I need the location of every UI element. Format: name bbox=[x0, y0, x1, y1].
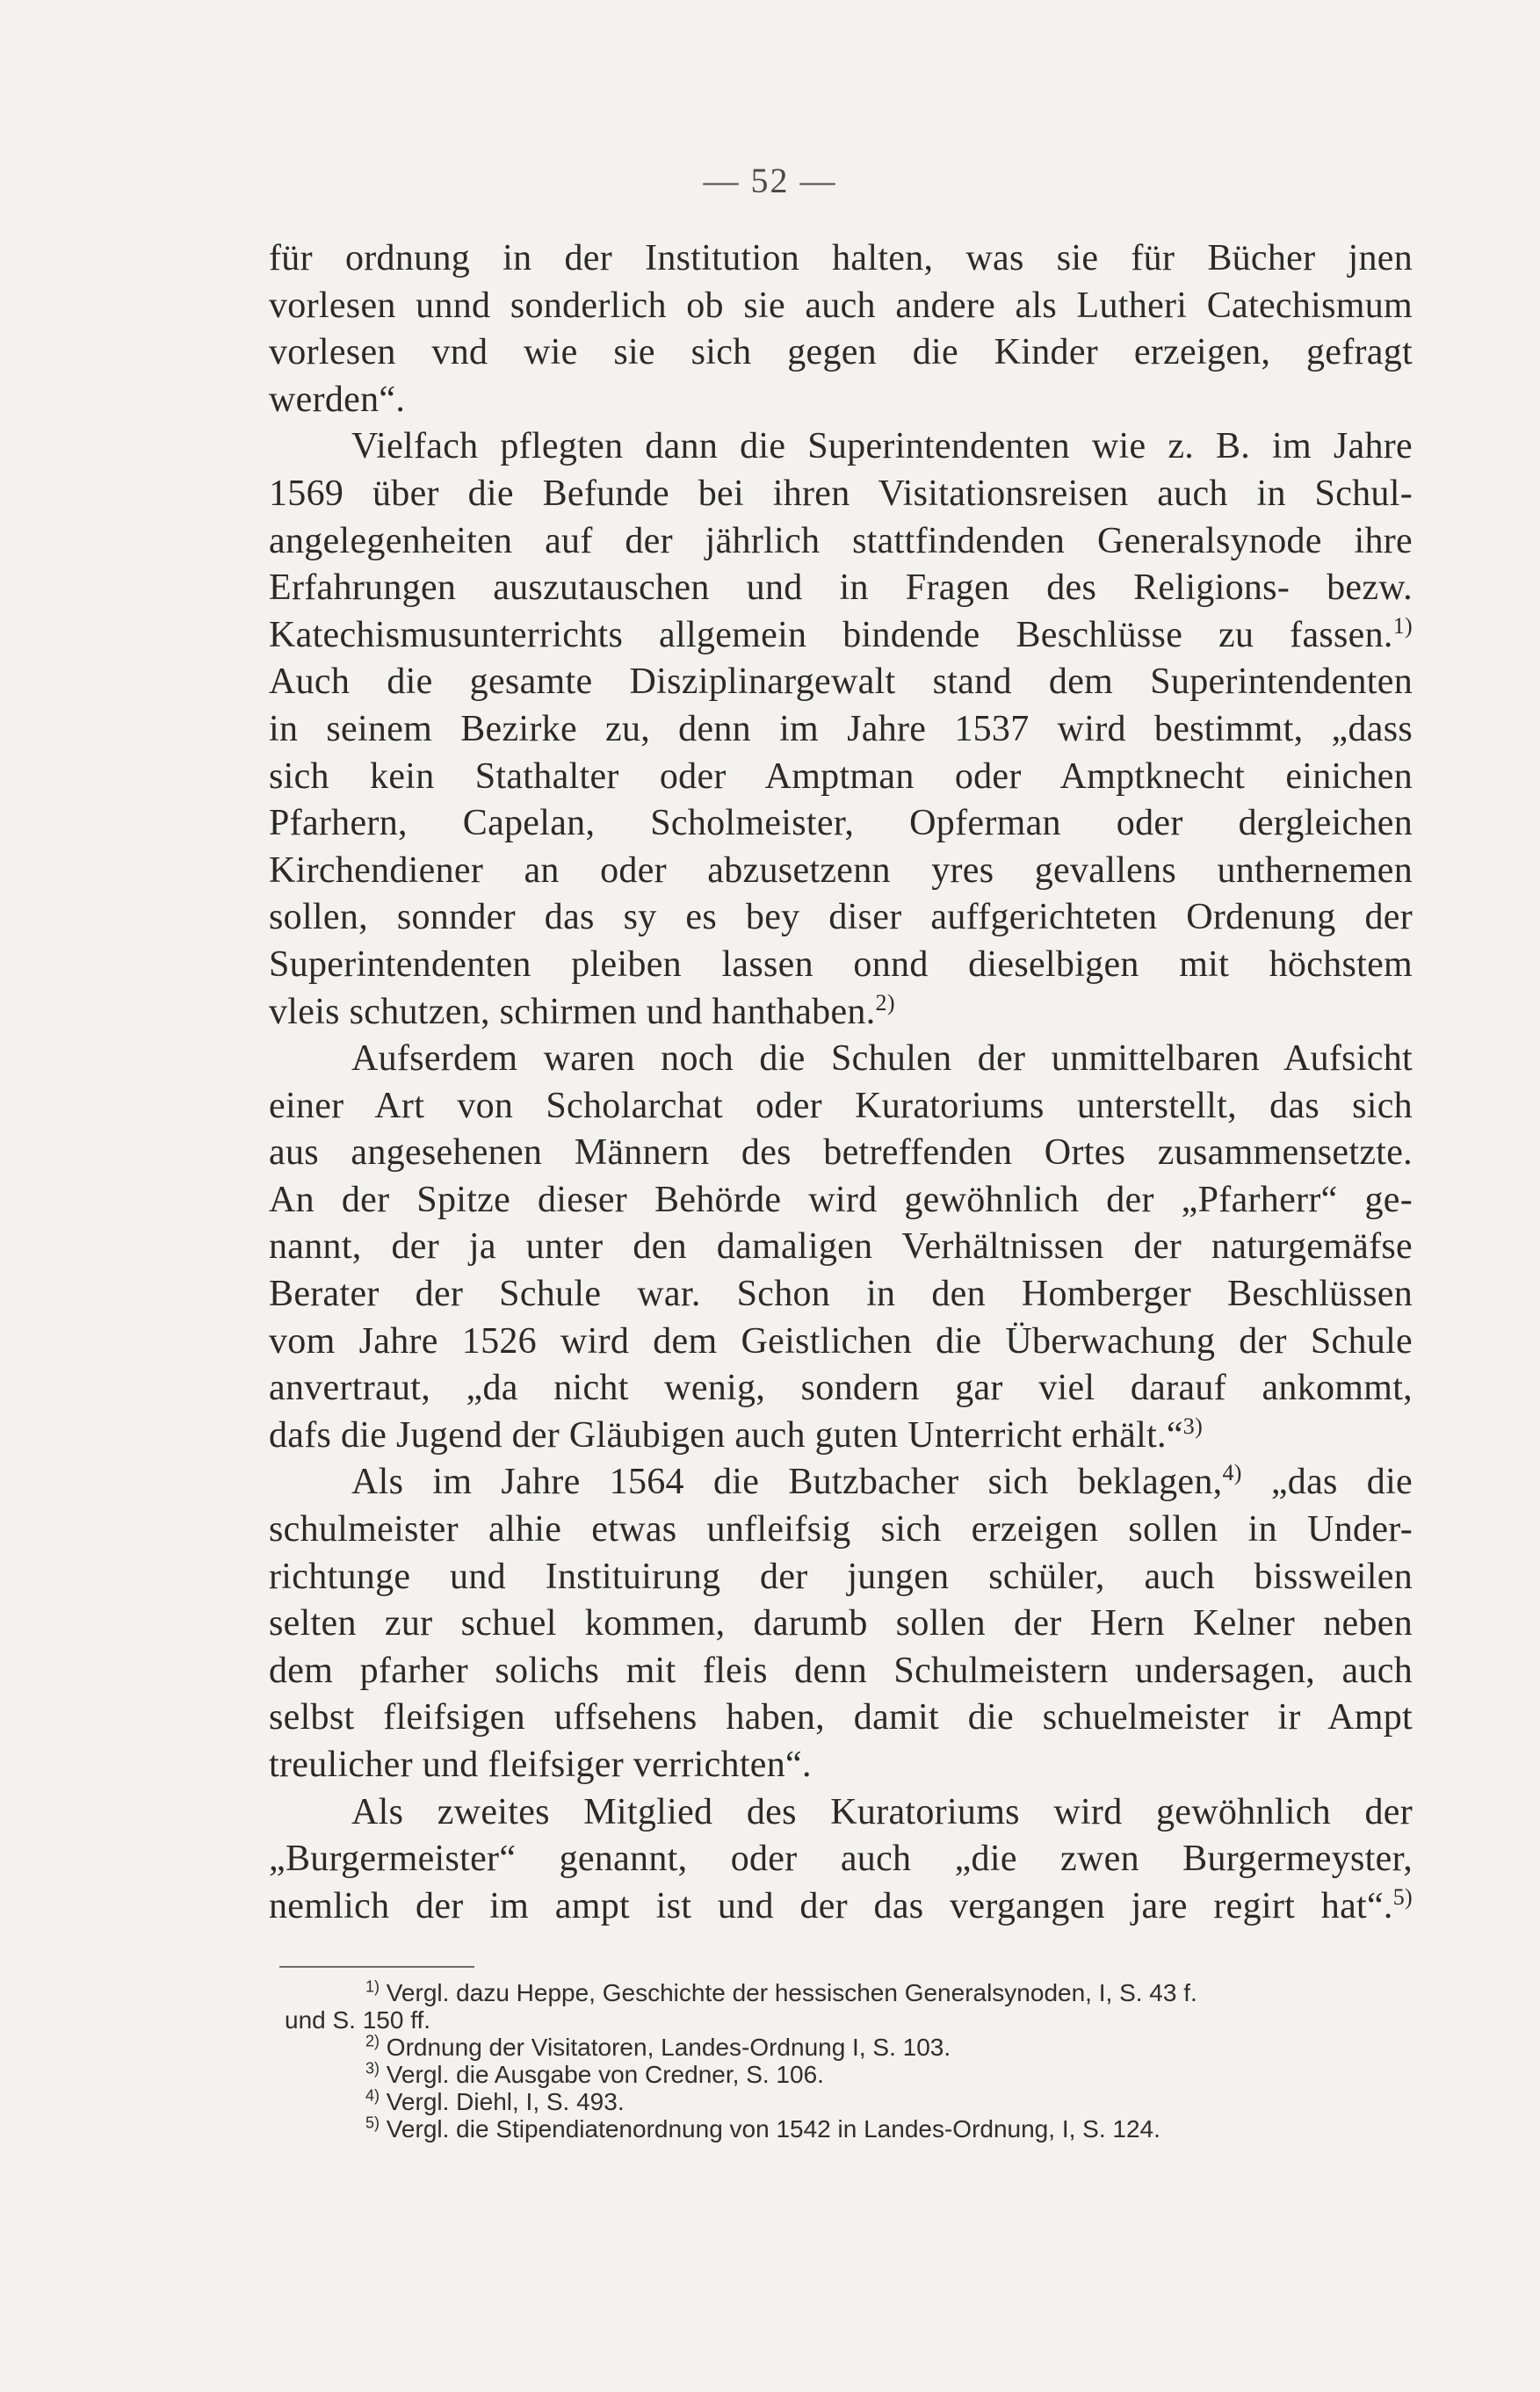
text-line: vorlesen unnd sonderlich ob sie auch andere als Lutheri Catechismum bbox=[269, 285, 1413, 326]
footnote bbox=[279, 2115, 1421, 2143]
footnote-divider bbox=[279, 1966, 474, 1968]
text-line: angelegenheiten auf der jährlich stattfindenden Generalsynode ihre bbox=[269, 520, 1413, 561]
footnote-number: 5) bbox=[365, 2114, 380, 2132]
text-line: treulicher und fleifsiger verrichten“. bbox=[269, 1745, 812, 1785]
text-line: Vielfach pflegten dann die Superintendenten wie z. B. im Jahre bbox=[351, 426, 1413, 467]
text-line: anvertraut, „da nicht wenig, sondern gar viel darauf ankommt, bbox=[269, 1368, 1413, 1409]
text-line: Aufserdem waren noch die Schulen der unmittelbaren Aufsicht bbox=[351, 1038, 1413, 1080]
text-line: vleis schutzen, schirmen und hanthaben.$^{2)}$ bbox=[269, 989, 895, 1032]
text-line: Pfarhern, Capelan, Scholmeister, Opferman oder dergleichen bbox=[269, 803, 1413, 844]
page-number: — 52 — bbox=[703, 161, 837, 200]
text-line: Erfahrungen auszutauschen und in Fragen des Religions- bezw. bbox=[269, 567, 1413, 609]
text-line: nemlich der im ampt ist und der das vergangen jare regirt hat“.$^{5)}$ bbox=[269, 1883, 1413, 1926]
footnote-number: 4) bbox=[365, 2086, 380, 2105]
footnote-text: Vergl. die Stipendiatenordnung von 1542 in Landes-Ordnung, I, S. 124. bbox=[386, 2115, 1160, 2143]
text-line: Berater der Schule war. Schon in den Homberger Beschlüssen bbox=[269, 1274, 1413, 1315]
text-line: in seinem Bezirke zu, denn im Jahre 1537 wird bestimmt, „dass bbox=[269, 708, 1413, 749]
footnote bbox=[279, 2088, 1421, 2115]
footnote bbox=[279, 2061, 1421, 2088]
text-line: Als zweites Mitglied des Kuratoriums wird gewöhnlich der bbox=[351, 1791, 1413, 1832]
text-line: selbst fleifsigen uffsehens haben, damit die schuelmeister ir Ampt bbox=[269, 1697, 1413, 1738]
footnote-reference[interactable]: 5) bbox=[1392, 1883, 1413, 1910]
text-line: werden“. bbox=[269, 379, 406, 420]
text-line: für ordnung in der Institution halten, was sie für Bücher jnen bbox=[269, 238, 1413, 278]
text-line: dem pfarher solichs mit fleis denn Schulmeistern undersagen, auch bbox=[269, 1650, 1413, 1691]
footnote-reference[interactable]: 1) bbox=[1392, 612, 1413, 639]
footnote-reference[interactable]: 4) bbox=[1222, 1460, 1242, 1486]
text-line: schulmeister alhie etwas unfleifsig sich erzeigen sollen in Under- bbox=[269, 1509, 1413, 1550]
footnote-text: Ordnung der Visitatoren, Landes-Ordnung I, S. 103. bbox=[386, 2034, 951, 2061]
text-line: dafs die Jugend der Gläubigen auch guten Unterricht erhält.“$^{3)}$ bbox=[269, 1413, 1204, 1456]
text-line: vorlesen vnd wie sie sich gegen die Kinder erzeigen, gefragt bbox=[269, 332, 1413, 373]
footnote-text: Vergl. die Ausgabe von Credner, S. 106. bbox=[386, 2061, 824, 2088]
text-line: Katechismusunterrichts allgemein bindende Beschlüsse zu fassen.$^{1)}$ bbox=[269, 612, 1413, 655]
text-line: richtunge und Instituirung der jungen schüler, auch bissweilen bbox=[269, 1556, 1413, 1597]
text-line: Als im Jahre 1564 die Butzbacher sich beklagen,$^{4)}$ „das die bbox=[351, 1460, 1413, 1503]
text-line: sollen, sonnder das sy es bey diser auffgerichteten Ordenung der bbox=[269, 897, 1413, 938]
footnote-text: Vergl. dazu Heppe, Geschichte der hessischen Generalsynoden, I, S. 43 f. bbox=[386, 1979, 1197, 2006]
text-line: selten zur schuel kommen, darumb sollen der Hern Kelner neben bbox=[269, 1603, 1413, 1644]
footnote bbox=[279, 1979, 1421, 2006]
footnote-text: Vergl. Diehl, I, S. 493. bbox=[386, 2088, 625, 2115]
text-line: Auch die gesamte Disziplinargewalt stand dem Superintendenten bbox=[269, 661, 1413, 703]
footnote-number: 2) bbox=[365, 2032, 380, 2050]
footnote-number: 3) bbox=[365, 2059, 380, 2078]
footnote-reference[interactable]: 2) bbox=[875, 989, 895, 1015]
text-line: An der Spitze dieser Behörde wird gewöhnlich der „Pfarherr“ ge- bbox=[269, 1179, 1413, 1220]
text-line: Kirchendiener an oder abzusetzenn yres gevallens unthernemen bbox=[269, 849, 1413, 891]
footnote bbox=[279, 2006, 1421, 2034]
footnote-reference[interactable]: 3) bbox=[1182, 1413, 1204, 1439]
text-line: einer Art von Scholarchat oder Kuratoriums unterstellt, das sich bbox=[269, 1085, 1413, 1126]
footnote-number: 1) bbox=[365, 1977, 380, 1996]
footnotes bbox=[279, 1979, 1421, 2143]
text-line: 1569 über die Befunde bei ihren Visitationsreisen auch in Schul- bbox=[269, 473, 1413, 514]
text-line: sich kein Stathalter oder Amptman oder Amptknecht einichen bbox=[269, 755, 1413, 797]
body-text bbox=[269, 235, 1413, 1930]
text-line: aus angesehenen Männern des betreffenden Ortes zusammensetzte. bbox=[269, 1132, 1413, 1174]
text-line: vom Jahre 1526 wird dem Geistlichen die Überwachung der Schule bbox=[269, 1320, 1413, 1362]
text-line: „Burgermeister“ genannt, oder auch „die zwen Burgermeyster, bbox=[269, 1839, 1413, 1880]
text-line: nannt, der ja unter den damaligen Verhältnissen der naturgemäfse bbox=[269, 1226, 1413, 1268]
footnote bbox=[279, 2034, 1421, 2061]
text-line: Superintendenten pleiben lassen onnd dieselbigen mit höchstem bbox=[269, 943, 1413, 985]
footnote-text: und S. 150 ff. bbox=[285, 2006, 431, 2034]
